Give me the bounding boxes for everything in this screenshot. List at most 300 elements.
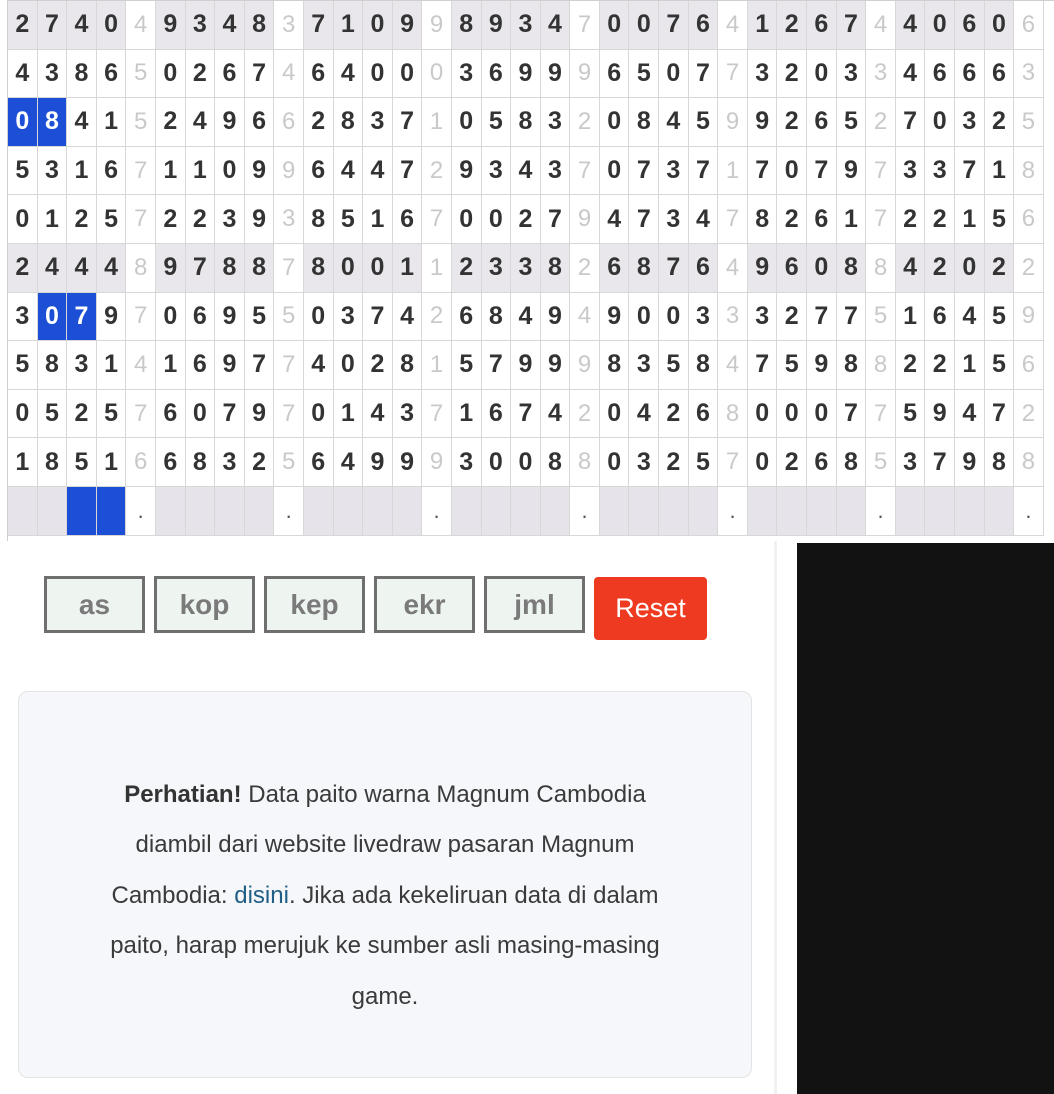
digit-cell[interactable]: 6 — [777, 244, 807, 293]
digit-cell[interactable]: 3 — [896, 438, 926, 487]
digit-cell[interactable]: 2 — [659, 438, 689, 487]
digit-cell[interactable]: 3 — [482, 147, 512, 196]
digit-cell[interactable]: 4 — [511, 293, 541, 342]
digit-cell[interactable]: 6 — [600, 244, 630, 293]
digit-cell[interactable]: 4 — [393, 293, 423, 342]
digit-cell[interactable]: 0 — [807, 244, 837, 293]
digit-cell[interactable]: 5 — [777, 341, 807, 390]
digit-cell[interactable]: 8 — [38, 438, 68, 487]
digit-cell[interactable]: 8 — [245, 244, 275, 293]
digit-cell[interactable]: 1 — [8, 438, 38, 487]
digit-cell[interactable]: 8 — [629, 98, 659, 147]
digit-cell[interactable]: 6 — [985, 50, 1015, 99]
digit-cell[interactable]: 6 — [304, 50, 334, 99]
digit-cell[interactable]: 0 — [97, 1, 127, 50]
digit-cell[interactable]: 0 — [186, 390, 216, 439]
digit-cell[interactable]: 0 — [777, 147, 807, 196]
input-cell[interactable] — [67, 487, 97, 536]
digit-cell[interactable]: 3 — [482, 244, 512, 293]
digit-cell[interactable]: 0 — [363, 50, 393, 99]
digit-cell[interactable]: 1 — [837, 195, 867, 244]
digit-cell[interactable]: 0 — [482, 438, 512, 487]
digit-cell[interactable]: 3 — [748, 50, 778, 99]
digit-cell[interactable]: 8 — [452, 1, 482, 50]
digit-cell[interactable]: 8 — [304, 244, 334, 293]
digit-cell[interactable]: 3 — [629, 341, 659, 390]
digit-cell[interactable]: 0 — [511, 438, 541, 487]
digit-cell[interactable]: 3 — [629, 438, 659, 487]
input-cell[interactable] — [807, 487, 837, 536]
digit-cell[interactable]: 8 — [600, 341, 630, 390]
input-cell[interactable] — [985, 487, 1015, 536]
digit-cell[interactable]: 5 — [97, 195, 127, 244]
digit-cell[interactable]: 2 — [777, 438, 807, 487]
digit-cell[interactable]: 3 — [689, 293, 719, 342]
digit-cell[interactable]: 5 — [985, 195, 1015, 244]
digit-cell[interactable]: 4 — [541, 390, 571, 439]
digit-cell[interactable]: 0 — [985, 1, 1015, 50]
digit-cell[interactable]: 4 — [363, 390, 393, 439]
digit-cell[interactable]: 6 — [186, 293, 216, 342]
digit-cell[interactable]: 6 — [689, 1, 719, 50]
digit-cell[interactable]: 8 — [482, 293, 512, 342]
digit-cell[interactable]: 9 — [748, 98, 778, 147]
digit-cell[interactable]: 5 — [452, 341, 482, 390]
digit-cell[interactable]: 9 — [511, 341, 541, 390]
digit-cell[interactable]: 6 — [807, 1, 837, 50]
digit-cell[interactable]: 8 — [985, 438, 1015, 487]
digit-cell[interactable]: 7 — [245, 341, 275, 390]
digit-cell[interactable]: 3 — [8, 293, 38, 342]
input-cell[interactable] — [955, 487, 985, 536]
digit-cell[interactable]: 5 — [629, 50, 659, 99]
digit-cell[interactable]: 4 — [955, 293, 985, 342]
digit-cell[interactable]: 3 — [67, 341, 97, 390]
digit-cell[interactable]: 6 — [393, 195, 423, 244]
digit-cell[interactable]: 5 — [334, 195, 364, 244]
digit-cell[interactable]: 0 — [600, 1, 630, 50]
digit-cell[interactable]: 4 — [541, 1, 571, 50]
digit-cell[interactable]: 0 — [600, 98, 630, 147]
digit-cell[interactable]: 8 — [245, 1, 275, 50]
input-cell[interactable] — [304, 487, 334, 536]
digit-cell[interactable]: 2 — [777, 98, 807, 147]
digit-cell[interactable]: 3 — [955, 98, 985, 147]
digit-cell[interactable]: 7 — [837, 1, 867, 50]
digit-cell[interactable]: 7 — [837, 293, 867, 342]
digit-cell[interactable]: 9 — [245, 390, 275, 439]
digit-cell[interactable]: 6 — [97, 50, 127, 99]
digit-cell[interactable]: 7 — [689, 147, 719, 196]
digit-cell[interactable]: 0 — [393, 50, 423, 99]
digit-cell[interactable]: 8 — [629, 244, 659, 293]
digit-cell[interactable]: 9 — [97, 293, 127, 342]
input-cell[interactable] — [334, 487, 364, 536]
digit-cell[interactable]: 5 — [659, 341, 689, 390]
digit-cell[interactable]: 0 — [955, 244, 985, 293]
digit-cell[interactable]: 2 — [925, 195, 955, 244]
digit-cell[interactable]: 5 — [97, 390, 127, 439]
digit-cell[interactable]: 6 — [186, 341, 216, 390]
digit-cell[interactable]: 4 — [896, 244, 926, 293]
digit-cell[interactable]: 3 — [452, 438, 482, 487]
digit-cell[interactable]: 1 — [156, 341, 186, 390]
digit-cell[interactable]: 8 — [186, 438, 216, 487]
digit-cell[interactable]: 6 — [807, 438, 837, 487]
digit-cell[interactable]: 0 — [482, 195, 512, 244]
digit-cell[interactable]: 4 — [67, 98, 97, 147]
digit-cell[interactable]: 3 — [334, 293, 364, 342]
digit-cell[interactable]: 0 — [304, 293, 334, 342]
digit-cell[interactable]: 2 — [777, 50, 807, 99]
digit-cell[interactable]: 7 — [393, 147, 423, 196]
digit-cell[interactable]: 7 — [186, 244, 216, 293]
digit-cell[interactable]: 5 — [837, 98, 867, 147]
digit-cell[interactable]: 0 — [807, 50, 837, 99]
digit-cell[interactable]: 1 — [38, 195, 68, 244]
digit-cell[interactable]: 5 — [67, 438, 97, 487]
digit-cell[interactable]: 0 — [659, 50, 689, 99]
input-cell[interactable] — [215, 487, 245, 536]
digit-cell[interactable]: 9 — [600, 293, 630, 342]
digit-cell[interactable]: 7 — [511, 390, 541, 439]
digit-cell[interactable]: 6 — [925, 293, 955, 342]
digit-cell[interactable]: 7 — [363, 293, 393, 342]
digit-cell[interactable]: 8 — [38, 341, 68, 390]
digit-cell[interactable]: 0 — [452, 195, 482, 244]
digit-cell[interactable]: 0 — [334, 341, 364, 390]
input-cell[interactable] — [186, 487, 216, 536]
digit-cell[interactable]: 4 — [955, 390, 985, 439]
digit-cell[interactable]: 9 — [363, 438, 393, 487]
digit-cell[interactable]: 9 — [748, 244, 778, 293]
input-cell[interactable] — [748, 487, 778, 536]
input-cell[interactable] — [777, 487, 807, 536]
digit-cell[interactable]: 8 — [541, 438, 571, 487]
digit-cell[interactable]: 4 — [215, 1, 245, 50]
digit-cell[interactable]: 0 — [363, 244, 393, 293]
digit-cell[interactable]: 6 — [689, 390, 719, 439]
digit-cell[interactable]: 9 — [215, 293, 245, 342]
digit-cell[interactable]: 3 — [511, 1, 541, 50]
digit-cell[interactable]: 6 — [955, 1, 985, 50]
source-link[interactable]: disini — [234, 881, 289, 909]
digit-cell[interactable]: 8 — [837, 438, 867, 487]
digit-cell[interactable]: 0 — [363, 1, 393, 50]
digit-cell[interactable]: 4 — [334, 50, 364, 99]
digit-cell[interactable]: 2 — [511, 195, 541, 244]
digit-cell[interactable]: 8 — [334, 98, 364, 147]
input-cell[interactable] — [837, 487, 867, 536]
digit-cell[interactable]: 3 — [38, 147, 68, 196]
digit-cell[interactable]: 7 — [689, 50, 719, 99]
digit-cell[interactable]: 0 — [659, 293, 689, 342]
input-cell[interactable] — [629, 487, 659, 536]
digit-cell[interactable]: 2 — [925, 341, 955, 390]
digit-cell[interactable]: 7 — [659, 1, 689, 50]
digit-cell[interactable]: 2 — [156, 98, 186, 147]
digit-cell[interactable]: 6 — [215, 50, 245, 99]
digit-cell[interactable]: 9 — [156, 1, 186, 50]
reset-button[interactable]: Reset — [594, 577, 707, 640]
digit-cell[interactable]: 2 — [985, 98, 1015, 147]
digit-cell[interactable]: 3 — [925, 147, 955, 196]
digit-cell[interactable]: 9 — [452, 147, 482, 196]
digit-cell[interactable]: 0 — [748, 390, 778, 439]
digit-cell[interactable]: 1 — [97, 438, 127, 487]
digit-cell[interactable]: 6 — [452, 293, 482, 342]
digit-cell[interactable]: 1 — [393, 244, 423, 293]
digit-cell[interactable]: 5 — [482, 98, 512, 147]
digit-cell[interactable]: 1 — [748, 1, 778, 50]
digit-cell[interactable]: 1 — [156, 147, 186, 196]
digit-cell[interactable]: 8 — [511, 98, 541, 147]
digit-cell[interactable]: 3 — [393, 390, 423, 439]
digit-cell[interactable]: 9 — [393, 438, 423, 487]
digit-cell[interactable]: 4 — [334, 147, 364, 196]
digit-cell[interactable]: 7 — [245, 50, 275, 99]
digit-cell[interactable]: 1 — [955, 195, 985, 244]
digit-cell[interactable]: 4 — [896, 1, 926, 50]
digit-cell[interactable]: 7 — [629, 147, 659, 196]
digit-cell[interactable]: 3 — [215, 438, 245, 487]
ekr-input[interactable]: ekr — [374, 576, 475, 633]
kop-input[interactable]: kop — [154, 576, 255, 633]
digit-cell[interactable]: 2 — [985, 244, 1015, 293]
kep-input[interactable]: kep — [264, 576, 365, 633]
input-cell[interactable] — [363, 487, 393, 536]
digit-cell[interactable]: 2 — [67, 390, 97, 439]
input-cell[interactable] — [659, 487, 689, 536]
input-cell[interactable] — [156, 487, 186, 536]
digit-cell[interactable]: 2 — [8, 244, 38, 293]
digit-cell[interactable]: 0 — [215, 147, 245, 196]
digit-cell[interactable]: 0 — [777, 390, 807, 439]
digit-cell[interactable]: 2 — [896, 341, 926, 390]
digit-cell[interactable]: 7 — [896, 98, 926, 147]
digit-cell[interactable]: 4 — [659, 98, 689, 147]
digit-cell[interactable]: 3 — [186, 1, 216, 50]
digit-cell[interactable]: 0 — [748, 438, 778, 487]
digit-cell[interactable]: 2 — [896, 195, 926, 244]
digit-cell[interactable]: 2 — [304, 98, 334, 147]
digit-cell[interactable]: 3 — [363, 98, 393, 147]
input-cell[interactable] — [511, 487, 541, 536]
digit-cell[interactable]: 7 — [925, 438, 955, 487]
digit-cell[interactable]: 7 — [955, 147, 985, 196]
digit-cell[interactable]: 0 — [38, 293, 68, 342]
digit-cell[interactable]: 7 — [215, 390, 245, 439]
digit-cell[interactable]: 4 — [689, 195, 719, 244]
digit-cell[interactable]: 4 — [334, 438, 364, 487]
digit-cell[interactable]: 7 — [38, 1, 68, 50]
digit-cell[interactable]: 5 — [689, 438, 719, 487]
digit-cell[interactable]: 4 — [67, 244, 97, 293]
digit-cell[interactable]: 6 — [304, 147, 334, 196]
input-cell[interactable] — [600, 487, 630, 536]
digit-cell[interactable]: 2 — [452, 244, 482, 293]
digit-cell[interactable]: 1 — [97, 341, 127, 390]
digit-cell[interactable]: 8 — [837, 341, 867, 390]
digit-cell[interactable]: 9 — [245, 195, 275, 244]
digit-cell[interactable]: 7 — [837, 390, 867, 439]
digit-cell[interactable]: 4 — [511, 147, 541, 196]
digit-cell[interactable]: 9 — [215, 98, 245, 147]
digit-cell[interactable]: 0 — [629, 1, 659, 50]
input-cell[interactable] — [925, 487, 955, 536]
digit-cell[interactable]: 1 — [334, 390, 364, 439]
digit-cell[interactable]: 3 — [452, 50, 482, 99]
digit-cell[interactable]: 2 — [659, 390, 689, 439]
digit-cell[interactable]: 4 — [363, 147, 393, 196]
digit-cell[interactable]: 4 — [97, 244, 127, 293]
input-cell[interactable] — [452, 487, 482, 536]
digit-cell[interactable]: 0 — [807, 390, 837, 439]
jml-input[interactable]: jml — [484, 576, 585, 633]
digit-cell[interactable]: 6 — [925, 50, 955, 99]
digit-cell[interactable]: 6 — [482, 390, 512, 439]
digit-cell[interactable]: 0 — [8, 195, 38, 244]
digit-cell[interactable]: 6 — [689, 244, 719, 293]
digit-cell[interactable]: 6 — [600, 50, 630, 99]
digit-cell[interactable]: 3 — [511, 244, 541, 293]
input-cell[interactable] — [482, 487, 512, 536]
digit-cell[interactable]: 2 — [245, 438, 275, 487]
digit-cell[interactable]: 8 — [393, 341, 423, 390]
digit-cell[interactable]: 5 — [896, 390, 926, 439]
digit-cell[interactable]: 7 — [67, 293, 97, 342]
digit-cell[interactable]: 6 — [97, 147, 127, 196]
digit-cell[interactable]: 9 — [925, 390, 955, 439]
digit-cell[interactable]: 9 — [541, 50, 571, 99]
digit-cell[interactable]: 1 — [97, 98, 127, 147]
digit-cell[interactable]: 6 — [955, 50, 985, 99]
digit-cell[interactable]: 6 — [245, 98, 275, 147]
digit-cell[interactable]: 2 — [363, 341, 393, 390]
digit-cell[interactable]: 0 — [925, 1, 955, 50]
input-cell[interactable] — [97, 487, 127, 536]
digit-cell[interactable]: 0 — [600, 438, 630, 487]
digit-cell[interactable]: 1 — [955, 341, 985, 390]
digit-cell[interactable]: 9 — [541, 293, 571, 342]
digit-cell[interactable]: 9 — [955, 438, 985, 487]
digit-cell[interactable]: 1 — [186, 147, 216, 196]
digit-cell[interactable]: 0 — [600, 390, 630, 439]
digit-cell[interactable]: 9 — [215, 341, 245, 390]
digit-cell[interactable]: 8 — [748, 195, 778, 244]
input-cell[interactable] — [245, 487, 275, 536]
digit-cell[interactable]: 3 — [659, 147, 689, 196]
input-cell[interactable] — [393, 487, 423, 536]
digit-cell[interactable]: 4 — [67, 1, 97, 50]
digit-cell[interactable]: 2 — [8, 1, 38, 50]
input-cell[interactable] — [689, 487, 719, 536]
digit-cell[interactable]: 9 — [245, 147, 275, 196]
digit-cell[interactable]: 4 — [304, 341, 334, 390]
digit-cell[interactable]: 3 — [837, 50, 867, 99]
digit-cell[interactable]: 9 — [807, 341, 837, 390]
digit-cell[interactable]: 8 — [837, 244, 867, 293]
input-cell[interactable] — [896, 487, 926, 536]
digit-cell[interactable]: 5 — [8, 341, 38, 390]
digit-cell[interactable]: 8 — [215, 244, 245, 293]
digit-cell[interactable]: 2 — [777, 293, 807, 342]
digit-cell[interactable]: 1 — [363, 195, 393, 244]
digit-cell[interactable]: 7 — [541, 195, 571, 244]
digit-cell[interactable]: 8 — [689, 341, 719, 390]
digit-cell[interactable]: 2 — [925, 244, 955, 293]
digit-cell[interactable]: 2 — [186, 50, 216, 99]
digit-cell[interactable]: 7 — [807, 293, 837, 342]
digit-cell[interactable]: 4 — [600, 195, 630, 244]
digit-cell[interactable]: 9 — [156, 244, 186, 293]
digit-cell[interactable]: 1 — [896, 293, 926, 342]
digit-cell[interactable]: 9 — [511, 50, 541, 99]
as-input[interactable]: as — [44, 576, 145, 633]
digit-cell[interactable]: 0 — [925, 98, 955, 147]
digit-cell[interactable]: 6 — [807, 98, 837, 147]
digit-cell[interactable]: 9 — [393, 1, 423, 50]
digit-cell[interactable]: 2 — [67, 195, 97, 244]
digit-cell[interactable]: 3 — [896, 147, 926, 196]
digit-cell[interactable]: 2 — [777, 1, 807, 50]
digit-cell[interactable]: 0 — [600, 147, 630, 196]
digit-cell[interactable]: 9 — [482, 1, 512, 50]
digit-cell[interactable]: 8 — [67, 50, 97, 99]
digit-cell[interactable]: 7 — [659, 244, 689, 293]
digit-cell[interactable]: 0 — [629, 293, 659, 342]
digit-cell[interactable]: 0 — [334, 244, 364, 293]
digit-cell[interactable]: 7 — [393, 98, 423, 147]
digit-cell[interactable]: 7 — [748, 341, 778, 390]
digit-cell[interactable]: 0 — [8, 98, 38, 147]
digit-cell[interactable]: 3 — [215, 195, 245, 244]
digit-cell[interactable]: 7 — [629, 195, 659, 244]
digit-cell[interactable]: 3 — [541, 147, 571, 196]
digit-cell[interactable]: 4 — [896, 50, 926, 99]
digit-cell[interactable]: 5 — [985, 293, 1015, 342]
input-cell[interactable] — [38, 487, 68, 536]
digit-cell[interactable]: 7 — [807, 147, 837, 196]
digit-cell[interactable]: 1 — [334, 1, 364, 50]
digit-cell[interactable]: 7 — [748, 147, 778, 196]
digit-cell[interactable]: 5 — [245, 293, 275, 342]
digit-cell[interactable]: 5 — [38, 390, 68, 439]
digit-cell[interactable]: 6 — [156, 390, 186, 439]
digit-cell[interactable]: 0 — [156, 50, 186, 99]
digit-cell[interactable]: 4 — [38, 244, 68, 293]
input-cell[interactable] — [541, 487, 571, 536]
digit-cell[interactable]: 8 — [304, 195, 334, 244]
digit-cell[interactable]: 8 — [541, 244, 571, 293]
digit-cell[interactable]: 2 — [186, 195, 216, 244]
digit-cell[interactable]: 1 — [452, 390, 482, 439]
digit-cell[interactable]: 3 — [659, 195, 689, 244]
digit-cell[interactable]: 7 — [985, 390, 1015, 439]
digit-cell[interactable]: 4 — [186, 98, 216, 147]
digit-cell[interactable]: 6 — [156, 438, 186, 487]
digit-cell[interactable]: 0 — [156, 293, 186, 342]
digit-cell[interactable]: 0 — [8, 390, 38, 439]
digit-cell[interactable]: 0 — [452, 98, 482, 147]
digit-cell[interactable]: 2 — [156, 195, 186, 244]
digit-cell[interactable]: 7 — [482, 341, 512, 390]
digit-cell[interactable]: 3 — [541, 98, 571, 147]
digit-cell[interactable]: 4 — [8, 50, 38, 99]
digit-cell[interactable]: 7 — [304, 1, 334, 50]
input-cell[interactable] — [8, 487, 38, 536]
digit-cell[interactable]: 9 — [541, 341, 571, 390]
